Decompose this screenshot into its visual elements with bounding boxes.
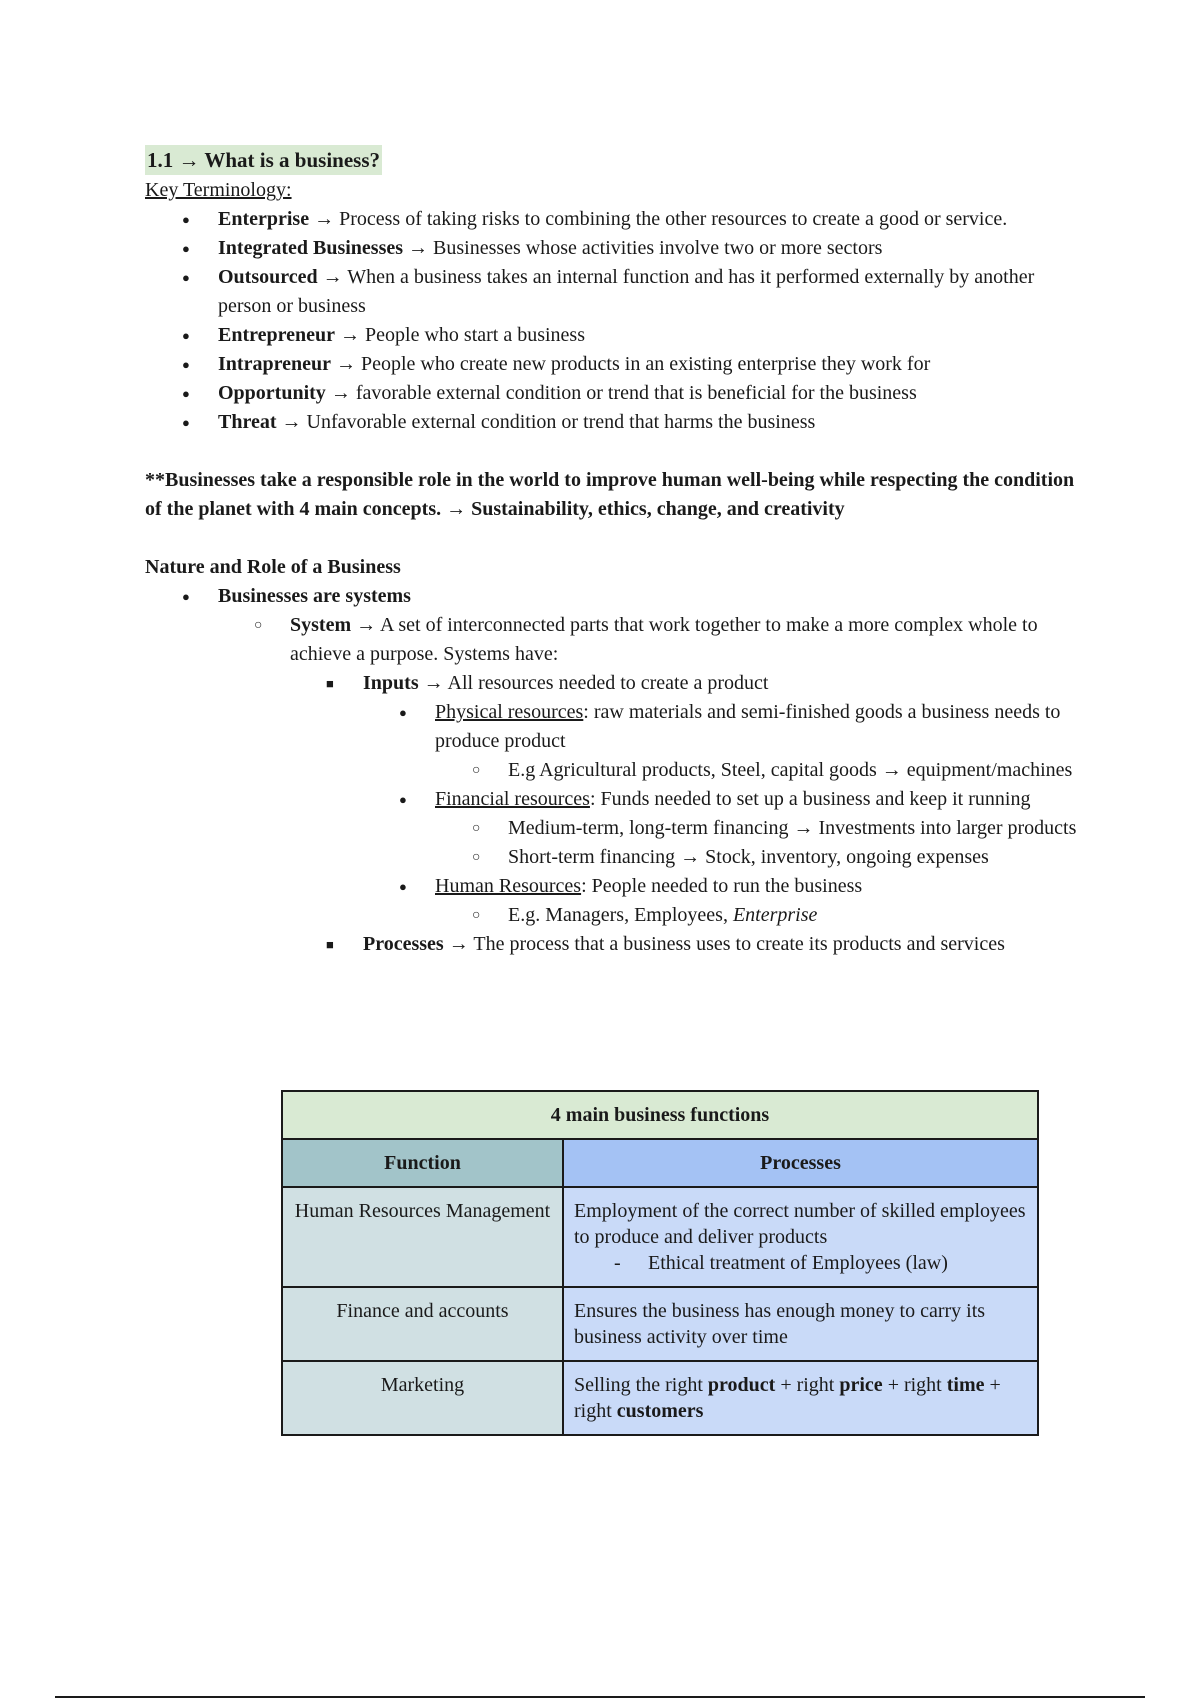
systems-list [145, 582, 1085, 611]
financial-sub-list [145, 814, 1085, 872]
function-cell: Marketing [282, 1361, 563, 1435]
physical-sub-list [145, 756, 1085, 785]
term-item: ● Integrated Businesses → Businesses whose activities involve two or more sectors [145, 234, 1085, 263]
system-definition-list [145, 611, 1085, 669]
sustainability-note: **Businesses take a responsible role in the world to improve human well-being while respecting the condition of the planet with 4 main concepts. → Sustainability, ethics, change, and creativity [145, 469, 1075, 520]
human-sub-list [145, 901, 1085, 930]
table-title: 4 main business functions [282, 1091, 1038, 1139]
key-terminology-label: Key Terminology: [145, 179, 292, 201]
table-row [282, 1361, 1038, 1435]
human-resources-item: ● Human Resources: People needed to run the business [145, 872, 1085, 901]
systems-item: ● Businesses are systems [145, 582, 1085, 611]
process-cell: Ensures the business has enough money to carry its business activity over time [563, 1287, 1038, 1361]
processes-list [145, 930, 1085, 959]
terminology-list [145, 205, 1085, 437]
process-text: Employment of the correct number of skilled employees to produce and deliver products [574, 1200, 1026, 1248]
term-item: ● Opportunity → favorable external condition or trend that is beneficial for the business [145, 379, 1085, 408]
table-row [282, 1187, 1038, 1287]
term-item: ● Threat → Unfavorable external condition or trend that harms the business [145, 408, 1085, 437]
document-page [145, 145, 1085, 959]
physical-list [145, 698, 1085, 756]
table-row [282, 1287, 1038, 1361]
section-heading: 1.1 → What is a business? [145, 145, 382, 175]
financial-list [145, 785, 1085, 814]
financial-sub-item: ○ Medium-term, long-term financing → Investments into larger products [145, 814, 1085, 843]
physical-example: ○ E.g Agricultural products, Steel, capital goods → equipment/machines [145, 756, 1085, 785]
system-definition: ○ System → A set of interconnected parts that work together to make a more complex whole to achieve a purpose. Systems have: [145, 611, 1085, 669]
term-item: ● Enterprise → Process of taking risks to combining the other resources to create a good or service. [145, 205, 1085, 234]
column-header-processes: Processes [563, 1139, 1038, 1187]
processes-item: ■ Processes → The process that a business uses to create its products and services [145, 930, 1085, 959]
term-item: ● Intrapreneur → People who create new products in an existing enterprise they work for [145, 350, 1085, 379]
process-cell [563, 1187, 1038, 1287]
term-item: ● Entrepreneur → People who start a business [145, 321, 1085, 350]
physical-resources-item: ● Physical resources: raw materials and semi-finished goods a business needs to produce product [145, 698, 1085, 756]
inputs-list [145, 669, 1085, 698]
financial-resources-item: ● Financial resources: Funds needed to set up a business and keep it running [145, 785, 1085, 814]
business-functions-table [281, 1090, 1039, 1436]
financial-sub-item: ○ Short-term financing → Stock, inventory, ongoing expenses [145, 843, 1085, 872]
page-bottom-rule [55, 1696, 1145, 1698]
process-cell: Selling the right product + right price + right time + right customers [563, 1361, 1038, 1435]
function-cell: Human Resources Management [282, 1187, 563, 1287]
term-item: ● Outsourced → When a business takes an internal function and has it performed externally by another person or business [145, 263, 1085, 321]
nature-heading: Nature and Role of a Business [145, 556, 401, 578]
function-cell: Finance and accounts [282, 1287, 563, 1361]
column-header-function: Function [282, 1139, 563, 1187]
process-subpoint: - Ethical treatment of Employees (law) [574, 1250, 1029, 1276]
inputs-item: ■ Inputs → All resources needed to create a product [145, 669, 1085, 698]
human-example: ○ E.g. Managers, Employees, Enterprise [145, 901, 1085, 930]
human-list [145, 872, 1085, 901]
